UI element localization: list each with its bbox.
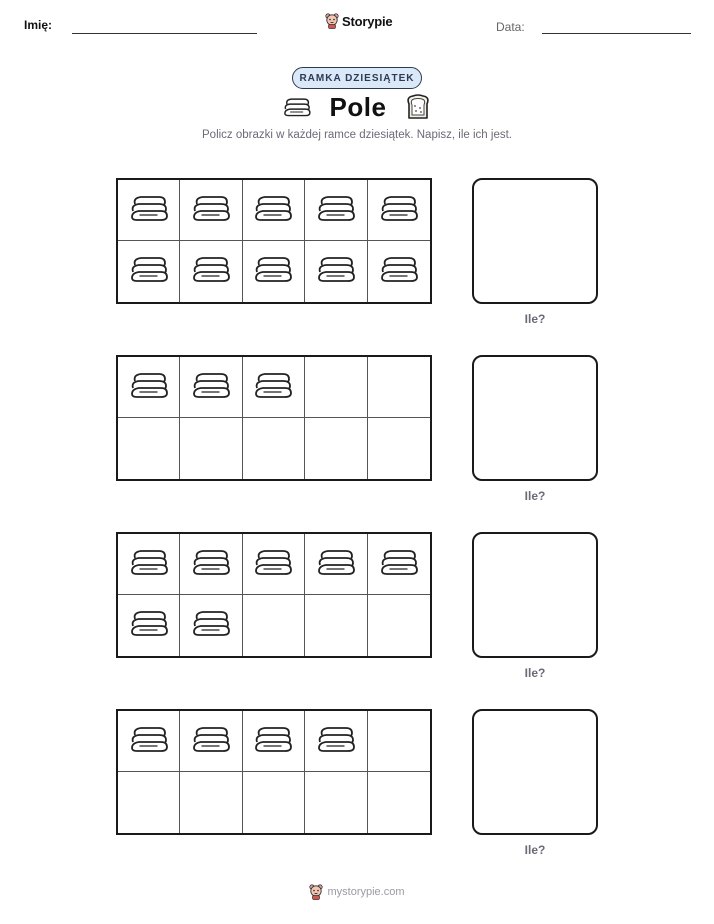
folded-towel-icon (129, 724, 169, 759)
frame-cell (118, 180, 180, 241)
frame-cell (305, 180, 367, 241)
folded-towel-icon (316, 193, 356, 228)
bear-mascot-icon (325, 13, 339, 29)
frame-cell (243, 595, 305, 656)
folded-towel-icon (129, 547, 169, 582)
date-line[interactable] (542, 33, 691, 34)
folded-towel-icon (191, 608, 231, 643)
ten-frame-2 (116, 355, 432, 481)
frame-cell (368, 180, 430, 241)
folded-towel-icon (316, 547, 356, 582)
frame-cell (305, 595, 367, 656)
folded-towel-icon (379, 254, 419, 289)
frame-cell (305, 357, 367, 418)
answer-box-3[interactable] (472, 532, 598, 658)
frame-cell (243, 241, 305, 302)
frame-cell (118, 357, 180, 418)
answer-label-4: Ile? (524, 843, 546, 857)
frame-cell (180, 241, 242, 302)
bear-mascot-icon (309, 884, 323, 900)
title-row (0, 91, 714, 123)
frame-cell (180, 357, 242, 418)
ten-frame-4 (116, 709, 432, 835)
frame-cell (243, 180, 305, 241)
answer-label-3: Ile? (524, 666, 546, 680)
folded-towel-icon (129, 370, 169, 405)
frame-cell (368, 711, 430, 772)
folded-towel-icon (316, 724, 356, 759)
answer-label-2: Ile? (524, 489, 546, 503)
frame-cell (243, 418, 305, 479)
frame-cell (118, 595, 180, 656)
name-line[interactable] (72, 33, 257, 34)
frame-cell (305, 711, 367, 772)
folded-towel-icon (253, 370, 293, 405)
answer-box-1[interactable] (472, 178, 598, 304)
frame-cell (368, 772, 430, 833)
frame-cell (180, 772, 242, 833)
frame-cell (243, 534, 305, 595)
instructions: Policz obrazki w każdej ramce dziesiątek. Napisz, ile ich jest. (202, 129, 512, 141)
brand-name: Storypie (342, 13, 393, 29)
frame-cell (305, 772, 367, 833)
ten-frame-1 (116, 178, 432, 304)
frame-cell (180, 711, 242, 772)
frame-cell (180, 595, 242, 656)
folded-towel-icon (191, 547, 231, 582)
answer-box-4[interactable] (472, 709, 598, 835)
folded-towel-icon (253, 193, 293, 228)
answer-label-1: Ile? (524, 312, 546, 326)
folded-towel-icon (282, 97, 312, 117)
frame-cell (118, 241, 180, 302)
frame-cell (243, 711, 305, 772)
frame-cell (118, 418, 180, 479)
name-label: Imię: (24, 18, 53, 32)
folded-towel-icon (129, 193, 169, 228)
answer-box-2[interactable] (472, 355, 598, 481)
ten-frame-3 (116, 532, 432, 658)
frame-cell (305, 241, 367, 302)
folded-towel-icon (316, 254, 356, 289)
toast-icon (404, 93, 432, 121)
footer-url: mystorypie.com (327, 886, 405, 898)
folded-towel-icon (129, 608, 169, 643)
frame-cell (368, 357, 430, 418)
frame-cell (118, 772, 180, 833)
folded-towel-icon (191, 370, 231, 405)
folded-towel-icon (379, 547, 419, 582)
folded-towel-icon (253, 547, 293, 582)
folded-towel-icon (379, 193, 419, 228)
frame-cell (305, 418, 367, 479)
frame-cell (243, 357, 305, 418)
frame-cell (180, 534, 242, 595)
folded-towel-icon (129, 254, 169, 289)
frame-cell (368, 241, 430, 302)
frame-cell (368, 418, 430, 479)
footer (0, 884, 714, 900)
topic-badge: RAMKA DZIESIĄTEK (292, 67, 422, 89)
frame-cell (180, 418, 242, 479)
frame-cell (180, 180, 242, 241)
page-title: Pole (329, 92, 387, 122)
date-label: Data: (496, 20, 525, 34)
frame-cell (305, 534, 367, 595)
frame-cell (118, 711, 180, 772)
folded-towel-icon (191, 254, 231, 289)
folded-towel-icon (191, 724, 231, 759)
frame-cell (243, 772, 305, 833)
folded-towel-icon (253, 254, 293, 289)
frame-cell (368, 534, 430, 595)
frame-cell (368, 595, 430, 656)
folded-towel-icon (253, 724, 293, 759)
frame-cell (118, 534, 180, 595)
folded-towel-icon (191, 193, 231, 228)
brand-logo (325, 13, 392, 29)
